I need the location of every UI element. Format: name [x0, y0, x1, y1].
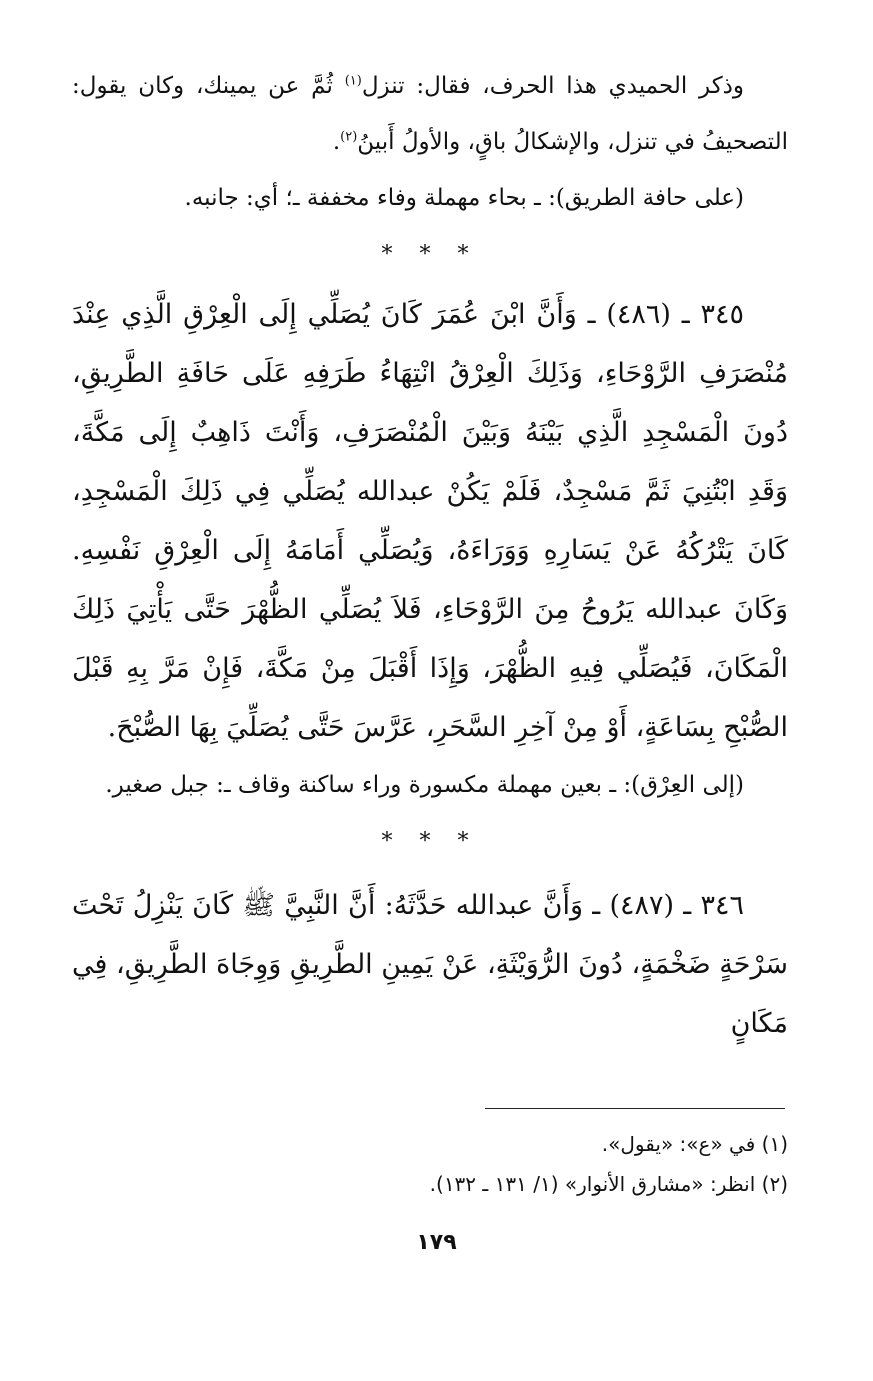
- spacer: [72, 267, 788, 285]
- commentary-text-part-4: .: [332, 129, 341, 155]
- page-body: [72, 58, 788, 1053]
- footnotes: [72, 1124, 788, 1204]
- section-divider-2: * * *: [381, 829, 479, 854]
- commentary-paragraph-3: (إلى العِرْق): ـ بعين مهملة مكسورة وراء ساكنة وقاف ـ: جبل صغير.: [105, 772, 744, 798]
- commentary-paragraph-2: (على حافة الطريق): ـ بحاء مهملة وفاء مخففة ـ؛ أي: جانبه.: [184, 185, 744, 211]
- hadith-346: ٣٤٦ ـ (٤٨٧) ـ وَأَنَّ عبدالله حَدَّثَهُ: أَنَّ النَّبِيَّ ﷺ كَانَ يَنْزِلُ تَحْتَ سَرْحَةٍ ضَخْمَةٍ، دُونَ الرُّوَيْثَةِ، عَنْ يَمِينِ الطَّرِيقِ وَوِجَاهَ الطَّرِيقِ، فِي مَكَانٍ: [72, 890, 788, 1039]
- commentary-text-part-1: وذكر الحميدي هذا الحرف، فقال: تنزل: [361, 73, 745, 99]
- commentary-paragraph-1: [72, 58, 788, 170]
- footnote-1: (١) في «ع»: «يقول».: [601, 1132, 788, 1156]
- spacer: [72, 854, 788, 876]
- section-divider-1: * * *: [381, 242, 479, 267]
- page-number: ١٧٩: [416, 1230, 457, 1255]
- hadith-345: ٣٤٥ ـ (٤٨٦) ـ وَأَنَّ ابْنَ عُمَرَ كَانَ يُصَلِّي إِلَى الْعِرْقِ الَّذِي عِنْدَ مُنْصَرَفِ الرَّوْحَاءِ، وَذَلِكَ الْعِرْقُ انْتِهَاءُ طَرَفِهِ عَلَى حَافَةِ الطَّرِيقِ، دُونَ الْمَسْجِدِ الَّذِي بَيْنَهُ وَبَيْنَ الْمُنْصَرَفِ، وَأَنْتَ ذَاهِبٌ إِلَى مَكَّةَ، وَقَدِ ابْتُنِيَ ثَمَّ مَسْجِدٌ، فَلَمْ يَكُنْ عبدالله يُصَلِّي فِي ذَلِكَ الْمَسْجِدِ، كَانَ يَتْرُكُهُ عَنْ يَسَارِهِ وَوَرَاءَهُ، وَيُصَلِّي أَمَامَهُ إِلَى الْعِرْقِ نَفْسِهِ. وَكَانَ عبدالله يَرُوحُ مِنَ الرَّوْحَاءِ، فَلاَ يُصَلِّي الظُّهْرَ حَتَّى يَأْتِيَ ذَلِكَ الْمَكَانَ، فَيُصَلِّي فِيهِ الظُّهْرَ، وَإِذَا أَقْبَلَ مِنْ مَكَّةَ، فَإِنْ مَرَّ بِهِ قَبْلَ الصُّبْحِ بِسَاعَةٍ، أَوْ مِنْ آخِرِ السَّحَرِ، عَرَّسَ حَتَّى يُصَلِّيَ بِهَا الصُّبْحَ.: [72, 299, 788, 743]
- footnote-2: (٢) انظر: «مشارق الأنوار» (١/ ١٣١ ـ ١٣٢).: [429, 1172, 788, 1196]
- footnote-marker-2: (٢): [340, 129, 358, 145]
- footnote-divider: [485, 1108, 785, 1109]
- commentary-text-part-3: يقول: التصحيفُ في تنزل، والإشكالُ باقٍ، والأولُ أَبينُ: [72, 73, 788, 155]
- spacer: [72, 813, 788, 829]
- footnote-marker-1: (١): [344, 73, 362, 89]
- spacer: [72, 226, 788, 242]
- commentary-text-part-2: ثُمَّ عن يمينك، وكان: [138, 73, 345, 99]
